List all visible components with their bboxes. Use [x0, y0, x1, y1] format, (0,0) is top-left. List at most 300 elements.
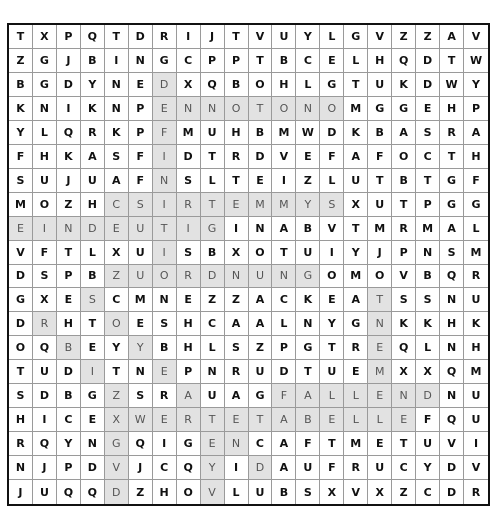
- grid-cell[interactable]: U: [464, 408, 488, 432]
- grid-cell[interactable]: Q: [57, 480, 81, 504]
- grid-cell[interactable]: U: [368, 73, 392, 97]
- grid-cell[interactable]: S: [416, 121, 440, 145]
- grid-cell[interactable]: H: [440, 312, 464, 336]
- grid-cell[interactable]: U: [296, 241, 320, 265]
- grid-cell[interactable]: F: [129, 169, 153, 193]
- grid-cell[interactable]: B: [153, 336, 177, 360]
- grid-cell[interactable]: O: [105, 312, 129, 336]
- grid-cell[interactable]: T: [368, 288, 392, 312]
- grid-cell[interactable]: G: [368, 97, 392, 121]
- grid-cell[interactable]: U: [201, 121, 225, 145]
- grid-cell[interactable]: M: [344, 432, 368, 456]
- grid-cell[interactable]: X: [416, 360, 440, 384]
- grid-cell[interactable]: O: [368, 265, 392, 289]
- grid-cell[interactable]: F: [33, 241, 57, 265]
- grid-cell[interactable]: T: [201, 145, 225, 169]
- grid-cell[interactable]: Q: [33, 432, 57, 456]
- grid-cell[interactable]: I: [33, 217, 57, 241]
- grid-cell[interactable]: R: [471, 485, 481, 499]
- grid-cell[interactable]: A: [225, 384, 249, 408]
- grid-cell[interactable]: I: [225, 217, 249, 241]
- grid-cell[interactable]: R: [344, 456, 368, 480]
- grid-cell[interactable]: M: [177, 121, 201, 145]
- grid-cell[interactable]: B: [416, 265, 440, 289]
- grid-cell[interactable]: L: [201, 336, 225, 360]
- grid-cell[interactable]: U: [249, 360, 273, 384]
- grid-cell[interactable]: Z: [57, 193, 81, 217]
- grid-cell[interactable]: Z: [129, 480, 153, 504]
- grid-cell[interactable]: Z: [392, 480, 416, 504]
- grid-cell[interactable]: H: [440, 97, 464, 121]
- grid-cell[interactable]: E: [177, 288, 201, 312]
- grid-cell[interactable]: Y: [105, 336, 129, 360]
- grid-cell[interactable]: Y: [320, 312, 344, 336]
- grid-cell[interactable]: A: [272, 408, 296, 432]
- grid-cell[interactable]: N: [201, 360, 225, 384]
- grid-cell[interactable]: I: [177, 25, 201, 49]
- grid-cell[interactable]: Y: [57, 432, 81, 456]
- grid-cell[interactable]: R: [153, 25, 177, 49]
- grid-cell[interactable]: E: [105, 217, 129, 241]
- grid-cell[interactable]: V: [392, 265, 416, 289]
- grid-cell[interactable]: T: [225, 169, 249, 193]
- grid-cell[interactable]: B: [57, 384, 81, 408]
- grid-cell[interactable]: D: [153, 73, 177, 97]
- grid-cell[interactable]: Q: [440, 360, 464, 384]
- grid-cell[interactable]: Z: [105, 265, 129, 289]
- grid-cell[interactable]: E: [81, 408, 105, 432]
- grid-cell[interactable]: H: [33, 145, 57, 169]
- grid-cell[interactable]: X: [344, 193, 368, 217]
- grid-cell[interactable]: G: [9, 288, 33, 312]
- grid-cell[interactable]: F: [272, 384, 296, 408]
- grid-cell[interactable]: O: [153, 265, 177, 289]
- grid-cell[interactable]: T: [368, 169, 392, 193]
- grid-cell[interactable]: E: [296, 145, 320, 169]
- grid-cell[interactable]: K: [105, 121, 129, 145]
- grid-cell[interactable]: O: [225, 97, 249, 121]
- grid-cell[interactable]: T: [416, 169, 440, 193]
- grid-cell[interactable]: P: [57, 265, 81, 289]
- grid-cell[interactable]: F: [320, 456, 344, 480]
- grid-cell[interactable]: H: [81, 193, 105, 217]
- grid-cell[interactable]: Y: [201, 456, 225, 480]
- grid-cell[interactable]: T: [320, 432, 344, 456]
- grid-cell[interactable]: P: [272, 336, 296, 360]
- grid-cell[interactable]: S: [33, 265, 57, 289]
- grid-cell[interactable]: P: [177, 360, 201, 384]
- grid-cell[interactable]: U: [249, 480, 273, 504]
- grid-cell[interactable]: O: [272, 97, 296, 121]
- grid-cell[interactable]: N: [440, 336, 464, 360]
- grid-cell[interactable]: F: [368, 145, 392, 169]
- grid-cell[interactable]: A: [272, 432, 296, 456]
- grid-cell[interactable]: Y: [296, 25, 320, 49]
- grid-cell[interactable]: S: [81, 288, 105, 312]
- grid-cell[interactable]: N: [416, 241, 440, 265]
- grid-cell[interactable]: U: [81, 169, 105, 193]
- grid-cell[interactable]: T: [9, 360, 33, 384]
- grid-cell[interactable]: M: [9, 193, 33, 217]
- grid-cell[interactable]: H: [9, 408, 33, 432]
- grid-cell[interactable]: X: [105, 241, 129, 265]
- grid-cell[interactable]: U: [416, 432, 440, 456]
- grid-cell[interactable]: U: [320, 360, 344, 384]
- grid-cell[interactable]: U: [129, 241, 153, 265]
- grid-cell[interactable]: Y: [81, 73, 105, 97]
- grid-cell[interactable]: I: [272, 169, 296, 193]
- grid-cell[interactable]: A: [464, 121, 488, 145]
- grid-cell[interactable]: U: [272, 25, 296, 49]
- grid-cell[interactable]: D: [129, 25, 153, 49]
- grid-cell[interactable]: M: [249, 193, 273, 217]
- grid-cell[interactable]: O: [392, 145, 416, 169]
- grid-cell[interactable]: Q: [440, 265, 464, 289]
- grid-cell[interactable]: D: [440, 456, 464, 480]
- grid-cell[interactable]: N: [177, 97, 201, 121]
- grid-cell[interactable]: O: [249, 241, 273, 265]
- grid-cell[interactable]: S: [153, 312, 177, 336]
- grid-cell[interactable]: P: [416, 193, 440, 217]
- grid-cell[interactable]: D: [81, 456, 105, 480]
- grid-cell[interactable]: N: [9, 456, 33, 480]
- grid-cell[interactable]: V: [105, 456, 129, 480]
- grid-cell[interactable]: Z: [296, 169, 320, 193]
- grid-cell[interactable]: K: [9, 97, 33, 121]
- grid-cell[interactable]: N: [440, 384, 464, 408]
- grid-cell[interactable]: I: [57, 97, 81, 121]
- grid-cell[interactable]: O: [9, 336, 33, 360]
- grid-cell[interactable]: G: [33, 49, 57, 73]
- grid-cell[interactable]: N: [33, 97, 57, 121]
- grid-cell[interactable]: O: [320, 97, 344, 121]
- grid-cell[interactable]: D: [320, 121, 344, 145]
- grid-cell[interactable]: B: [272, 49, 296, 73]
- grid-cell[interactable]: R: [81, 121, 105, 145]
- grid-cell[interactable]: S: [177, 169, 201, 193]
- grid-cell[interactable]: T: [344, 217, 368, 241]
- grid-cell[interactable]: Z: [249, 336, 273, 360]
- grid-cell[interactable]: R: [177, 408, 201, 432]
- grid-cell[interactable]: F: [129, 145, 153, 169]
- grid-cell[interactable]: N: [201, 97, 225, 121]
- grid-cell[interactable]: L: [296, 73, 320, 97]
- grid-cell[interactable]: H: [272, 73, 296, 97]
- grid-cell[interactable]: V: [320, 217, 344, 241]
- grid-cell[interactable]: I: [225, 456, 249, 480]
- grid-cell[interactable]: V: [440, 432, 464, 456]
- grid-cell[interactable]: U: [33, 169, 57, 193]
- grid-cell[interactable]: B: [9, 73, 33, 97]
- grid-cell[interactable]: E: [320, 288, 344, 312]
- grid-cell[interactable]: I: [81, 360, 105, 384]
- grid-cell[interactable]: T: [153, 217, 177, 241]
- grid-cell[interactable]: R: [177, 193, 201, 217]
- grid-cell[interactable]: U: [129, 265, 153, 289]
- grid-cell[interactable]: N: [129, 49, 153, 73]
- grid-cell[interactable]: Z: [392, 25, 416, 49]
- grid-cell[interactable]: T: [105, 360, 129, 384]
- grid-cell[interactable]: L: [33, 121, 57, 145]
- grid-cell[interactable]: X: [225, 241, 249, 265]
- grid-cell[interactable]: D: [177, 145, 201, 169]
- grid-cell[interactable]: J: [33, 456, 57, 480]
- grid-cell[interactable]: D: [249, 456, 273, 480]
- grid-cell[interactable]: E: [416, 97, 440, 121]
- grid-cell[interactable]: T: [81, 312, 105, 336]
- grid-cell[interactable]: Q: [81, 480, 105, 504]
- grid-cell[interactable]: P: [57, 25, 81, 49]
- grid-cell[interactable]: T: [272, 241, 296, 265]
- grid-cell[interactable]: T: [249, 408, 273, 432]
- grid-cell[interactable]: A: [392, 121, 416, 145]
- grid-cell[interactable]: J: [368, 241, 392, 265]
- grid-cell[interactable]: S: [177, 241, 201, 265]
- grid-cell[interactable]: B: [296, 217, 320, 241]
- grid-cell[interactable]: T: [392, 432, 416, 456]
- grid-cell[interactable]: Q: [392, 49, 416, 73]
- grid-cell[interactable]: P: [129, 121, 153, 145]
- grid-cell[interactable]: A: [177, 384, 201, 408]
- grid-cell[interactable]: N: [249, 217, 273, 241]
- grid-cell[interactable]: T: [344, 73, 368, 97]
- grid-cell[interactable]: E: [57, 288, 81, 312]
- grid-cell[interactable]: I: [153, 432, 177, 456]
- grid-cell[interactable]: I: [33, 408, 57, 432]
- grid-cell[interactable]: K: [57, 145, 81, 169]
- grid-cell[interactable]: E: [320, 49, 344, 73]
- grid-cell[interactable]: U: [129, 217, 153, 241]
- grid-cell[interactable]: S: [105, 145, 129, 169]
- grid-cell[interactable]: B: [368, 121, 392, 145]
- grid-cell[interactable]: V: [272, 145, 296, 169]
- grid-cell[interactable]: S: [129, 384, 153, 408]
- grid-cell[interactable]: U: [33, 360, 57, 384]
- grid-cell[interactable]: T: [201, 193, 225, 217]
- grid-cell[interactable]: C: [296, 49, 320, 73]
- grid-cell[interactable]: L: [416, 336, 440, 360]
- grid-cell[interactable]: N: [225, 265, 249, 289]
- grid-cell[interactable]: V: [368, 25, 392, 49]
- grid-cell[interactable]: B: [249, 121, 273, 145]
- grid-cell[interactable]: Z: [9, 49, 33, 73]
- grid-cell[interactable]: L: [344, 49, 368, 73]
- grid-cell[interactable]: G: [201, 217, 225, 241]
- grid-cell[interactable]: G: [296, 265, 320, 289]
- grid-cell[interactable]: B: [81, 265, 105, 289]
- grid-cell[interactable]: A: [249, 312, 273, 336]
- grid-cell[interactable]: A: [272, 217, 296, 241]
- grid-cell[interactable]: G: [153, 49, 177, 73]
- grid-cell[interactable]: N: [440, 288, 464, 312]
- grid-cell[interactable]: H: [57, 312, 81, 336]
- grid-cell[interactable]: G: [105, 432, 129, 456]
- grid-cell[interactable]: I: [320, 241, 344, 265]
- grid-cell[interactable]: E: [249, 169, 273, 193]
- grid-cell[interactable]: U: [368, 193, 392, 217]
- grid-cell[interactable]: I: [153, 193, 177, 217]
- grid-cell[interactable]: V: [9, 241, 33, 265]
- grid-cell[interactable]: A: [272, 456, 296, 480]
- grid-cell[interactable]: O: [249, 73, 273, 97]
- grid-cell[interactable]: C: [249, 432, 273, 456]
- grid-cell[interactable]: E: [129, 73, 153, 97]
- grid-cell[interactable]: T: [225, 25, 249, 49]
- grid-cell[interactable]: G: [440, 169, 464, 193]
- grid-cell[interactable]: A: [296, 384, 320, 408]
- grid-cell[interactable]: W: [440, 73, 464, 97]
- grid-cell[interactable]: Q: [177, 456, 201, 480]
- grid-cell[interactable]: C: [416, 145, 440, 169]
- grid-cell[interactable]: R: [440, 121, 464, 145]
- grid-cell[interactable]: P: [464, 97, 488, 121]
- grid-cell[interactable]: D: [33, 384, 57, 408]
- grid-cell[interactable]: H: [177, 336, 201, 360]
- grid-cell[interactable]: B: [296, 408, 320, 432]
- grid-cell[interactable]: T: [249, 97, 273, 121]
- grid-cell[interactable]: J: [57, 49, 81, 73]
- grid-cell[interactable]: N: [296, 312, 320, 336]
- grid-cell[interactable]: Q: [57, 121, 81, 145]
- grid-cell[interactable]: Z: [416, 25, 440, 49]
- grid-cell[interactable]: U: [201, 384, 225, 408]
- grid-cell[interactable]: A: [344, 288, 368, 312]
- grid-cell[interactable]: S: [9, 384, 33, 408]
- grid-cell[interactable]: N: [105, 97, 129, 121]
- grid-cell[interactable]: X: [392, 360, 416, 384]
- grid-cell[interactable]: Y: [9, 121, 33, 145]
- grid-cell[interactable]: H: [153, 480, 177, 504]
- grid-cell[interactable]: T: [440, 49, 464, 73]
- grid-cell[interactable]: Q: [440, 408, 464, 432]
- grid-cell[interactable]: S: [296, 480, 320, 504]
- grid-cell[interactable]: Z: [105, 384, 129, 408]
- grid-cell[interactable]: D: [416, 384, 440, 408]
- grid-cell[interactable]: D: [201, 265, 225, 289]
- grid-cell[interactable]: B: [81, 49, 105, 73]
- grid-cell[interactable]: N: [225, 432, 249, 456]
- grid-cell[interactable]: L: [201, 169, 225, 193]
- grid-cell[interactable]: E: [225, 193, 249, 217]
- grid-cell[interactable]: E: [368, 384, 392, 408]
- grid-cell[interactable]: W: [129, 408, 153, 432]
- grid-cell[interactable]: T: [392, 193, 416, 217]
- grid-cell[interactable]: N: [272, 265, 296, 289]
- grid-cell[interactable]: E: [225, 408, 249, 432]
- grid-cell[interactable]: D: [416, 73, 440, 97]
- grid-cell[interactable]: N: [57, 217, 81, 241]
- grid-cell[interactable]: K: [344, 121, 368, 145]
- grid-cell[interactable]: N: [105, 73, 129, 97]
- grid-cell[interactable]: R: [464, 265, 488, 289]
- grid-cell[interactable]: E: [129, 312, 153, 336]
- grid-cell[interactable]: J: [9, 480, 33, 504]
- grid-cell[interactable]: K: [464, 312, 488, 336]
- grid-cell[interactable]: Z: [201, 288, 225, 312]
- grid-cell[interactable]: B: [392, 169, 416, 193]
- grid-cell[interactable]: K: [392, 312, 416, 336]
- grid-cell[interactable]: A: [440, 25, 464, 49]
- grid-cell[interactable]: Q: [201, 73, 225, 97]
- grid-cell[interactable]: K: [416, 312, 440, 336]
- grid-cell[interactable]: T: [249, 49, 273, 73]
- grid-cell[interactable]: R: [225, 145, 249, 169]
- grid-cell[interactable]: A: [440, 217, 464, 241]
- grid-cell[interactable]: J: [57, 169, 81, 193]
- grid-cell[interactable]: A: [344, 145, 368, 169]
- grid-cell[interactable]: A: [249, 288, 273, 312]
- grid-cell[interactable]: J: [129, 456, 153, 480]
- grid-cell[interactable]: T: [9, 25, 33, 49]
- grid-cell[interactable]: V: [344, 480, 368, 504]
- grid-cell[interactable]: Q: [392, 336, 416, 360]
- grid-cell[interactable]: X: [105, 408, 129, 432]
- grid-cell[interactable]: Y: [344, 241, 368, 265]
- grid-cell[interactable]: D: [249, 145, 273, 169]
- grid-cell[interactable]: H: [225, 121, 249, 145]
- grid-cell[interactable]: K: [392, 73, 416, 97]
- grid-cell[interactable]: Y: [416, 456, 440, 480]
- grid-cell[interactable]: M: [344, 97, 368, 121]
- grid-cell[interactable]: G: [249, 384, 273, 408]
- grid-cell[interactable]: S: [225, 336, 249, 360]
- grid-cell[interactable]: G: [344, 312, 368, 336]
- grid-cell[interactable]: N: [129, 360, 153, 384]
- grid-cell[interactable]: G: [464, 193, 488, 217]
- grid-cell[interactable]: D: [272, 360, 296, 384]
- grid-cell[interactable]: C: [201, 312, 225, 336]
- grid-cell[interactable]: L: [368, 408, 392, 432]
- grid-cell[interactable]: U: [368, 456, 392, 480]
- grid-cell[interactable]: E: [320, 408, 344, 432]
- grid-cell[interactable]: M: [272, 193, 296, 217]
- grid-cell[interactable]: S: [129, 193, 153, 217]
- grid-cell[interactable]: T: [57, 241, 81, 265]
- grid-cell[interactable]: L: [464, 217, 488, 241]
- grid-cell[interactable]: Q: [81, 25, 105, 49]
- grid-cell[interactable]: G: [296, 336, 320, 360]
- grid-cell[interactable]: F: [464, 169, 488, 193]
- grid-cell[interactable]: N: [296, 97, 320, 121]
- grid-cell[interactable]: E: [153, 408, 177, 432]
- grid-cell[interactable]: D: [9, 265, 33, 289]
- grid-cell[interactable]: T: [296, 360, 320, 384]
- grid-cell[interactable]: M: [272, 121, 296, 145]
- grid-cell[interactable]: V: [201, 480, 225, 504]
- grid-cell[interactable]: H: [368, 49, 392, 73]
- grid-cell[interactable]: G: [344, 25, 368, 49]
- grid-cell[interactable]: X: [33, 25, 57, 49]
- grid-cell[interactable]: A: [225, 312, 249, 336]
- grid-cell[interactable]: U: [344, 169, 368, 193]
- grid-cell[interactable]: I: [464, 432, 488, 456]
- grid-cell[interactable]: T: [440, 145, 464, 169]
- grid-cell[interactable]: R: [177, 265, 201, 289]
- grid-cell[interactable]: G: [320, 73, 344, 97]
- grid-cell[interactable]: M: [464, 241, 488, 265]
- grid-cell[interactable]: P: [225, 49, 249, 73]
- grid-cell[interactable]: C: [392, 456, 416, 480]
- grid-cell[interactable]: S: [320, 193, 344, 217]
- grid-cell[interactable]: T: [105, 25, 129, 49]
- grid-cell[interactable]: C: [153, 456, 177, 480]
- grid-cell[interactable]: Y: [296, 193, 320, 217]
- grid-cell[interactable]: M: [368, 217, 392, 241]
- grid-cell[interactable]: B: [201, 241, 225, 265]
- grid-cell[interactable]: D: [57, 73, 81, 97]
- grid-cell[interactable]: Y: [129, 336, 153, 360]
- grid-cell[interactable]: L: [344, 384, 368, 408]
